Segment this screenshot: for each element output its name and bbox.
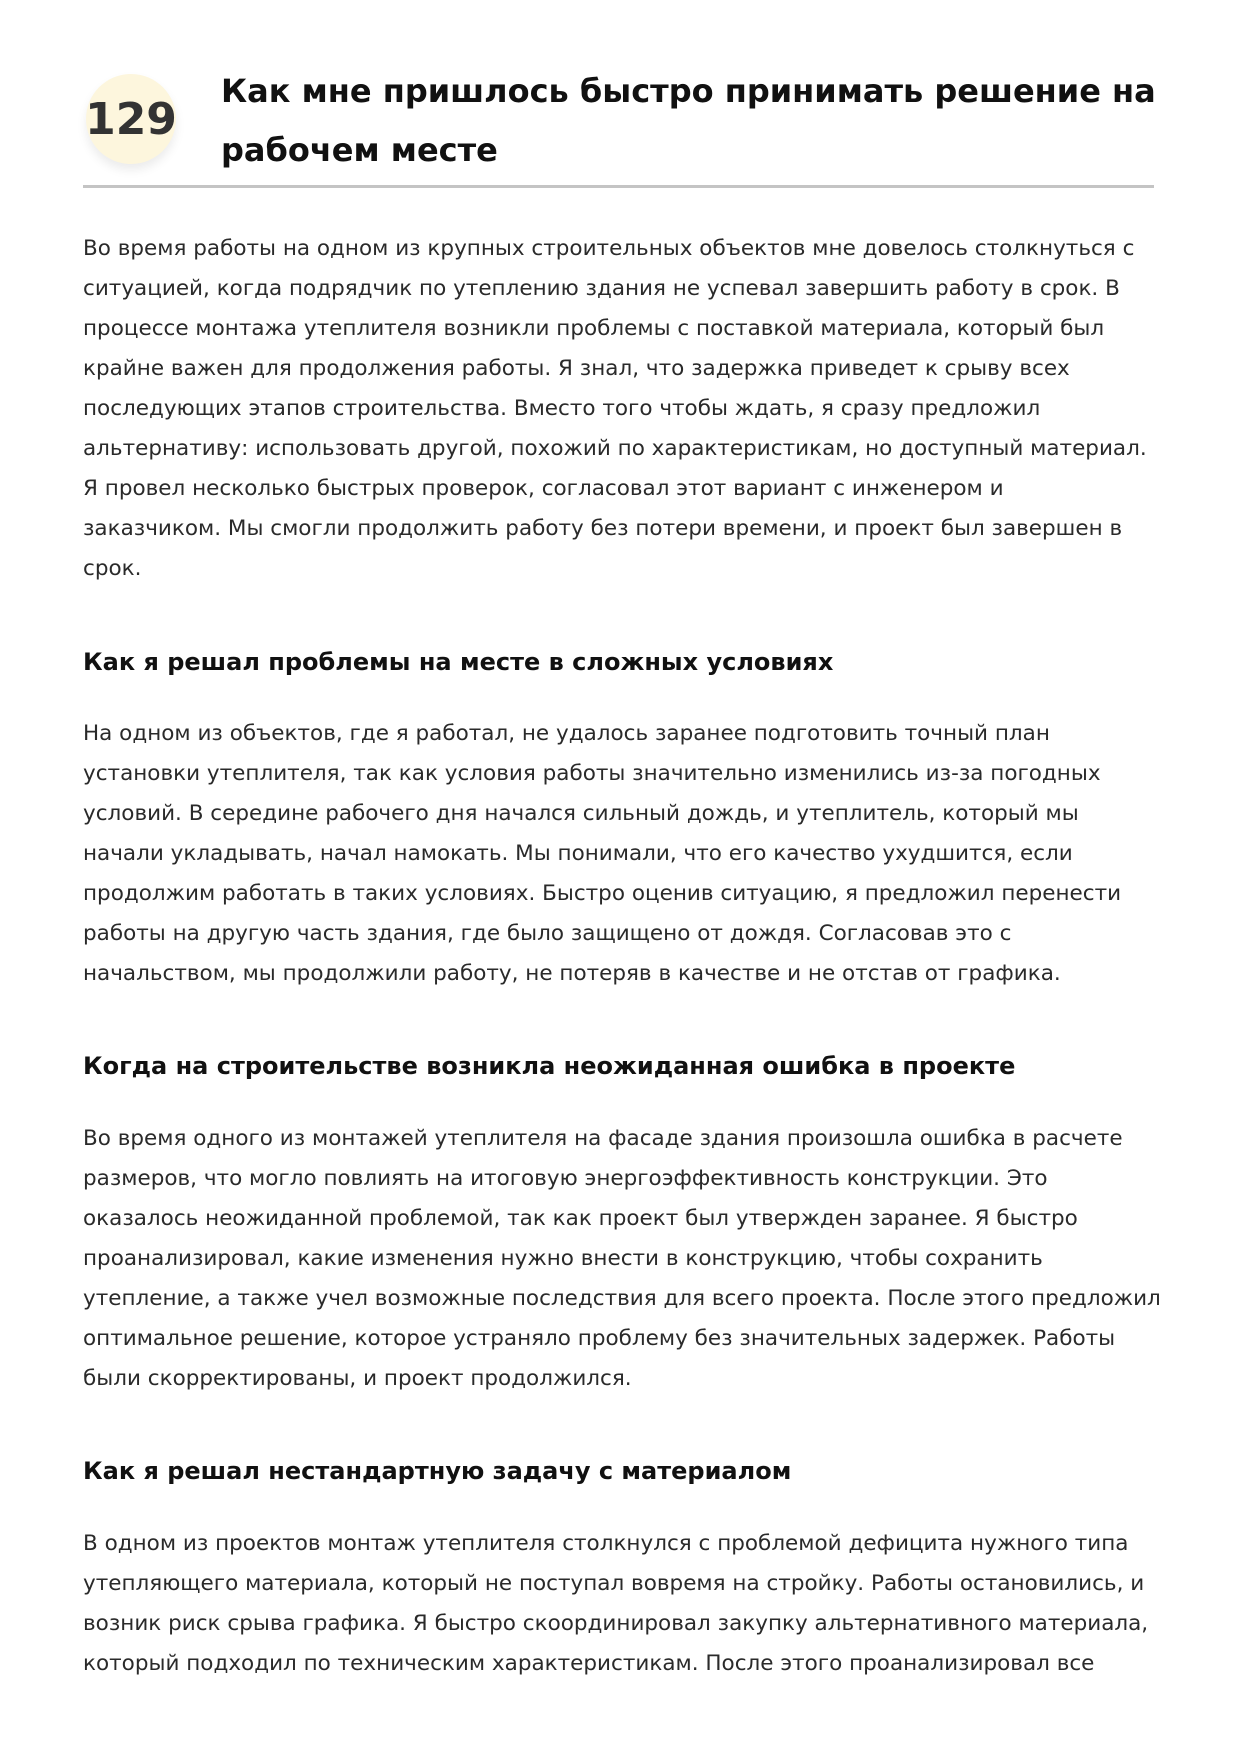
text-line: В одном из проектов монтаж утеплителя столкнулся с проблемой дефицита нужного типа <box>83 1531 1129 1556</box>
chapter-number: 129 <box>85 93 177 145</box>
text-line: утепление, а также учел возможные последствия для всего проекта. После этого предложил <box>83 1286 1161 1311</box>
text-line: продолжим работать в таких условиях. Быстро оценив ситуацию, я предложил перенести <box>83 881 1122 906</box>
section-heading: Как я решал проблемы на месте в сложных условиях <box>83 648 834 676</box>
text-line: последующих этапов строительства. Вместо того чтобы ждать, я сразу предложил <box>83 396 1041 421</box>
text-line: процессе монтажа утеплителя возникли проблемы с поставкой материала, который был <box>83 316 1105 341</box>
section-heading: Как я решал нестандартную задачу с материалом <box>83 1457 792 1485</box>
paragraph <box>83 1524 1148 1684</box>
text-line: размеров, что могло повлиять на итоговую энергоэффективность конструкции. Это <box>83 1166 1048 1191</box>
text-line: крайне важен для продолжения работы. Я знал, что задержка приведет к срыву всех <box>83 356 1070 381</box>
text-line: установки утеплителя, так как условия работы значительно изменились из-за погодных <box>83 761 1101 786</box>
paragraph-intro <box>83 229 1147 589</box>
text-line: Во время работы на одном из крупных строительных объектов мне довелось столкнуться с <box>83 236 1135 261</box>
text-line: На одном из объектов, где я работал, не удалось заранее подготовить точный план <box>83 721 1050 746</box>
text-line: ситуацией, когда подрядчик по утеплению здания не успевал завершить работу в срок. В <box>83 276 1120 301</box>
text-line: начальством, мы продолжили работу, не потеряв в качестве и не отстав от графика. <box>83 961 1061 986</box>
text-line: работы на другую часть здания, где было защищено от дождя. Согласовав это с <box>83 921 1012 946</box>
text-line: Во время одного из монтажей утеплителя на фасаде здания произошла ошибка в расчете <box>83 1126 1123 1151</box>
text-line: начали укладывать, начал намокать. Мы понимали, что его качество ухудшится, если <box>83 841 1073 866</box>
section-heading: Когда на строительстве возникла неожиданная ошибка в проекте <box>83 1052 1016 1080</box>
text-line: Я провел несколько быстрых проверок, согласовал этот вариант с инженером и <box>83 476 1004 501</box>
text-line: который подходил по техническим характеристикам. После этого проанализировал все <box>83 1651 1095 1676</box>
text-line: условий. В середине рабочего дня начался сильный дождь, и утеплитель, который мы <box>83 801 1079 826</box>
paragraph <box>83 714 1121 994</box>
text-line: срок. <box>83 556 142 581</box>
chapter-number-badge <box>86 74 176 164</box>
text-line: утепляющего материала, который не поступал вовремя на стройку. Работы остановились, и <box>83 1571 1145 1596</box>
title-line: Как мне пришлось быстро принимать решение на <box>221 72 1156 110</box>
text-line: оптимальное решение, которое устраняло проблему без значительных задержек. Работы <box>83 1326 1116 1351</box>
text-line: возник риск срыва графика. Я быстро скоординировал закупку альтернативного материала, <box>83 1611 1149 1636</box>
title-divider <box>83 185 1154 188</box>
text-line: заказчиком. Мы смогли продолжить работу без потери времени, и проект был завершен в <box>83 516 1123 541</box>
title-line: рабочем месте <box>221 131 498 169</box>
text-line: альтернативу: использовать другой, похожий по характеристикам, но доступный материал. <box>83 436 1147 461</box>
text-line: оказалось неожиданной проблемой, так как проект был утвержден заранее. Я быстро <box>83 1206 1078 1231</box>
text-line: проанализировал, какие изменения нужно внести в конструкцию, чтобы сохранить <box>83 1246 1043 1271</box>
page-title <box>221 62 1161 180</box>
text-line: были скорректированы, и проект продолжился. <box>83 1366 632 1391</box>
paragraph <box>83 1119 1161 1399</box>
